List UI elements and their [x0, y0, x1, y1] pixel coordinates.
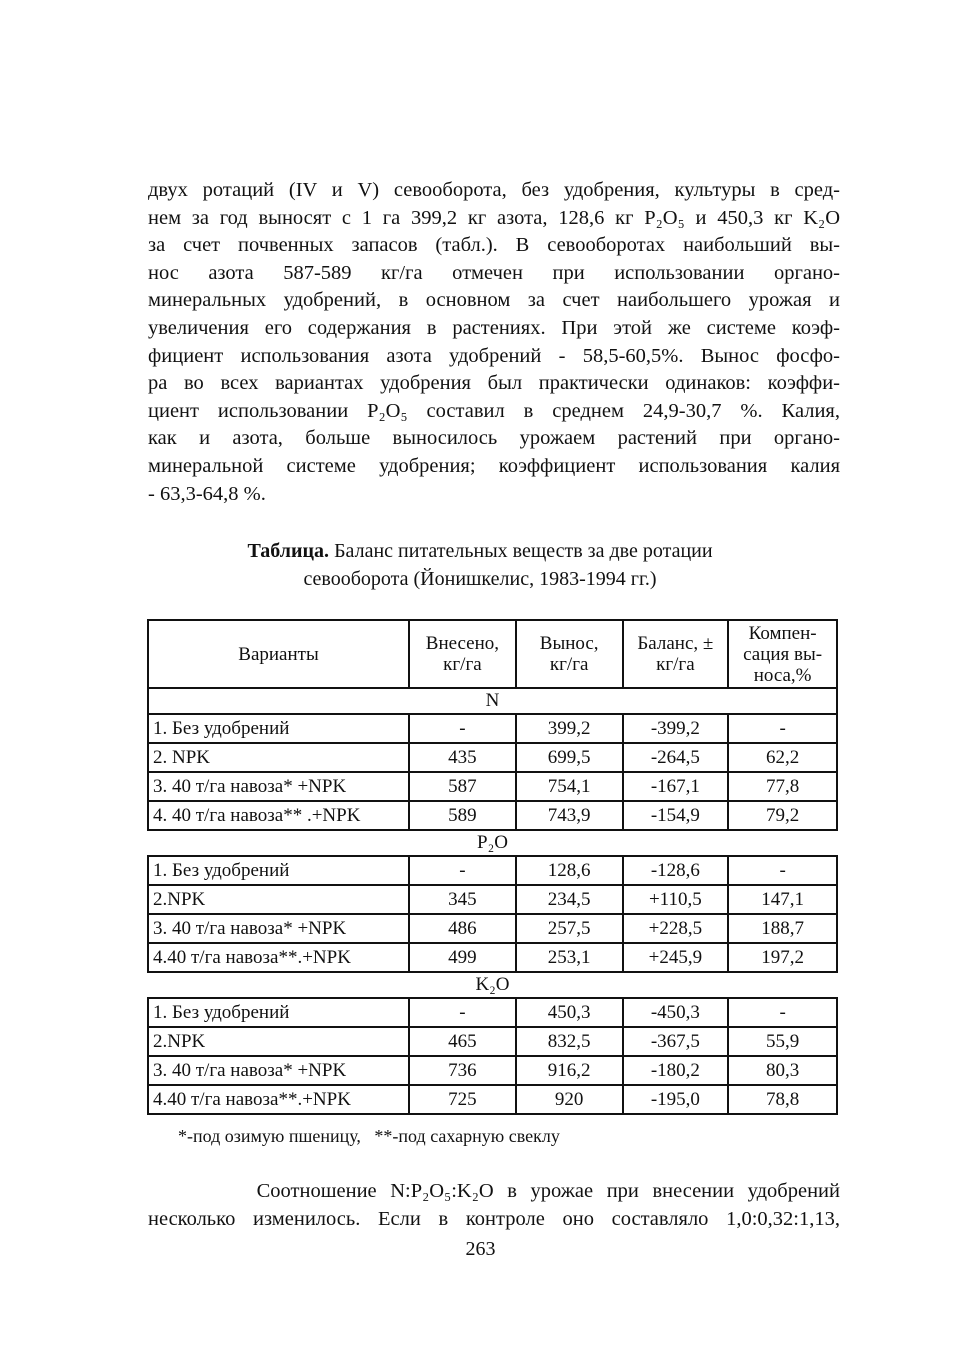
table-cell: 435 [409, 743, 516, 772]
table-cell: 1. Без удобрений [148, 714, 409, 743]
table-cell: 699,5 [516, 743, 623, 772]
table-cell: - [409, 998, 516, 1027]
table-cell: 3. 40 т/га навоза* +NPK [148, 772, 409, 801]
table-row [148, 1056, 837, 1085]
paragraph-bottom [148, 1178, 840, 1233]
table-cell: 1. Без удобрений [148, 856, 409, 885]
text-line: - 63,3-64,8 %. [148, 482, 266, 505]
table-row [148, 998, 837, 1027]
caption-title: Баланс питательных веществ за две ротации [329, 540, 713, 562]
table-row [148, 943, 837, 972]
table-cell: 743,9 [516, 801, 623, 830]
table-cell: 399,2 [516, 714, 623, 743]
table-cell: 2. NPK [148, 743, 409, 772]
section-row-n [148, 688, 837, 714]
table-cell: 128,6 [516, 856, 623, 885]
table-cell: 4.40 т/га навоза**.+NPK [148, 1085, 409, 1114]
table-cell: - [728, 856, 837, 885]
table-row [148, 801, 837, 830]
table-cell: - [728, 998, 837, 1027]
table-cell: 589 [409, 801, 516, 830]
table-cell: N [148, 688, 837, 714]
table-cell: 80,3 [728, 1056, 837, 1085]
table-cell: -195,0 [623, 1085, 729, 1114]
table-row [148, 743, 837, 772]
text-line: как и азота, больше выносилось урожаем растений при органо- [148, 427, 840, 450]
table-row [148, 714, 837, 743]
table-cell: - [728, 714, 837, 743]
text-line: фициент использования азота удобрений - 58,5-60,5%. Вынос фосфо- [148, 344, 840, 367]
table-cell: 450,3 [516, 998, 623, 1027]
table-cell: 2.NPK [148, 885, 409, 914]
table-cell: 147,1 [728, 885, 837, 914]
table-row [148, 885, 837, 914]
table-cell: 253,1 [516, 943, 623, 972]
text-line: Соотношение N:P₂O₅:K₂O в урожае при внесении удобрений [148, 1180, 840, 1202]
text-line: нем за год выносят с 1 га 399,2 кг азота, 128,6 кг P₂O₅ и 450,3 кг K₂O [148, 206, 840, 229]
table-cell: +245,9 [623, 943, 729, 972]
table-cell: 754,1 [516, 772, 623, 801]
table-row [148, 856, 837, 885]
text-line: увеличения его содержания в растениях. При этой же системе коэф- [148, 316, 840, 339]
text-line: минеральной системе удобрения; коэффициент использования калия [148, 454, 840, 477]
table-cell: 77,8 [728, 772, 837, 801]
table-cell: 4.40 т/га навоза**.+NPK [148, 943, 409, 972]
section-row-k2o [148, 972, 837, 998]
section-row-p2o [148, 830, 837, 856]
table-cell: -180,2 [623, 1056, 729, 1085]
table-cell: 465 [409, 1027, 516, 1056]
table-cell: +110,5 [623, 885, 729, 914]
text-line: несколько изменилось. Если в контроле оно составляло 1,0:0,32:1,13, [148, 1207, 840, 1230]
table-cell: 345 [409, 885, 516, 914]
table-cell: -399,2 [623, 714, 729, 743]
table-cell: -154,9 [623, 801, 729, 830]
caption-label: Таблица. [247, 540, 330, 562]
table-cell: 916,2 [516, 1056, 623, 1085]
table-cell: - [409, 714, 516, 743]
header-removal: Вынос, кг/га [516, 620, 623, 688]
table-cell: 725 [409, 1085, 516, 1114]
page-number: 263 [465, 1238, 496, 1260]
table-cell: 79,2 [728, 801, 837, 830]
table-row [148, 1027, 837, 1056]
table-cell: 257,5 [516, 914, 623, 943]
table-cell: -450,3 [623, 998, 729, 1027]
table-cell: 2.NPK [148, 1027, 409, 1056]
table-caption [148, 537, 812, 593]
table-cell: 736 [409, 1056, 516, 1085]
table-cell: 4. 40 т/га навоза** .+NPK [148, 801, 409, 830]
table-cell: 920 [516, 1085, 623, 1114]
text-line: за счет почвенных запасов (табл.). В севооборотах наибольший вы- [148, 234, 840, 257]
table-footnote: *-под озимую пшеницу, **-под сахарную свеклу [178, 1126, 560, 1146]
table-cell: 486 [409, 914, 516, 943]
text-line: нос азота 587-589 кг/га отмечен при использовании органо- [148, 261, 840, 284]
table-row [148, 914, 837, 943]
header-variants: Варианты [148, 620, 409, 688]
text-line: минеральных удобрений, в основном за счет наибольшего урожая и [148, 289, 840, 312]
balance-table [147, 619, 838, 1115]
table-row [148, 1085, 837, 1114]
paragraph-top [148, 177, 840, 508]
table-cell: -128,6 [623, 856, 729, 885]
text-line: циент использовании P₂O₅ составил в среднем 24,9-30,7 %. Калия, [148, 399, 840, 422]
table-cell: 3. 40 т/га навоза* +NPK [148, 1056, 409, 1085]
table-cell: 78,8 [728, 1085, 837, 1114]
table-cell: 55,9 [728, 1027, 837, 1056]
header-compensation: Компен- сация вы- носа,% [728, 620, 837, 688]
table-row [148, 772, 837, 801]
text-line: ра во всех вариантах удобрения был практически одинаков: коэффи- [148, 372, 840, 395]
table-cell: +228,5 [623, 914, 729, 943]
table-cell: 1. Без удобрений [148, 998, 409, 1027]
caption-title-line2: севооборота (Йонишкелис, 1983-1994 гг.) [303, 568, 657, 590]
table-cell: -367,5 [623, 1027, 729, 1056]
header-row [148, 620, 837, 688]
table-cell: 587 [409, 772, 516, 801]
table-cell: -264,5 [623, 743, 729, 772]
table-cell: 499 [409, 943, 516, 972]
header-balance: Баланс, ± кг/га [623, 620, 729, 688]
table-cell: -167,1 [623, 772, 729, 801]
table-cell: - [409, 856, 516, 885]
text-line: двух ротаций (IV и V) севооборота, без удобрения, культуры в сред- [148, 179, 840, 201]
table-cell: 197,2 [728, 943, 837, 972]
table-cell: P₂O [148, 830, 837, 856]
table-cell: 188,7 [728, 914, 837, 943]
table-cell: 3. 40 т/га навоза* +NPK [148, 914, 409, 943]
table-cell: 234,5 [516, 885, 623, 914]
table-cell: 832,5 [516, 1027, 623, 1056]
table-cell: K₂O [148, 972, 837, 998]
header-applied: Внесено, кг/га [409, 620, 516, 688]
table-cell: 62,2 [728, 743, 837, 772]
